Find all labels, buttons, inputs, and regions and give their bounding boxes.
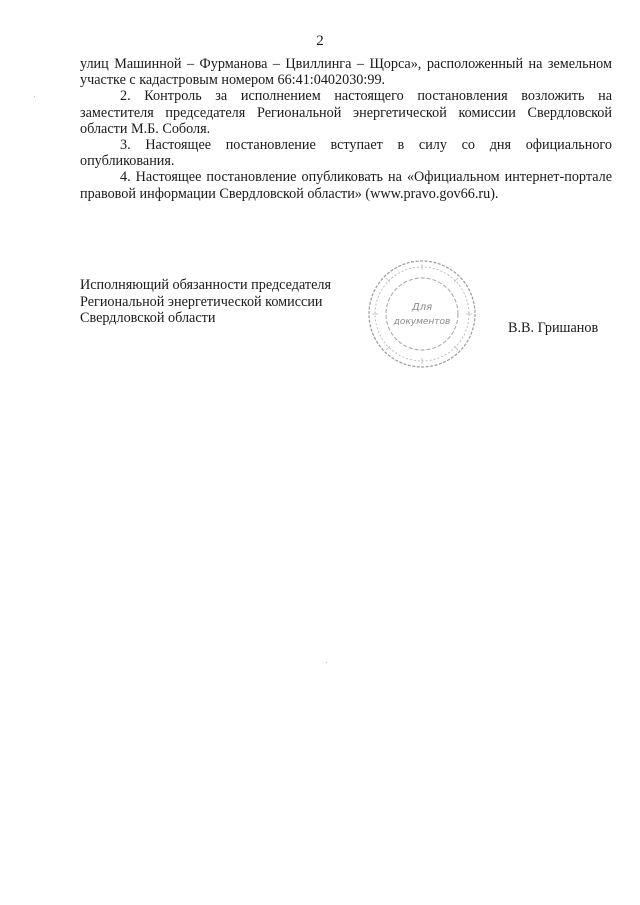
page-number: 2 (316, 33, 324, 49)
signature-title-line-1: Исполняющий обязанности председателя (80, 277, 331, 293)
body-text (80, 56, 612, 202)
scan-speck (34, 96, 35, 97)
signature-title-line-2: Региональной энергетической комиссии (80, 293, 323, 310)
stamp-text-line-2: документов (393, 317, 451, 327)
official-stamp (366, 258, 478, 370)
signer-name: В.В. Гришанов (508, 320, 599, 336)
paragraph-continuation: улиц Машинной – Фурманова – Цвиллинга – Щорса», расположенный на земельном участке с кадастровым номером 66:41:0402030:99. (80, 56, 612, 89)
stamp-text-line-1: Для (411, 302, 433, 313)
scan-speck (326, 662, 327, 663)
signature-title (80, 277, 360, 327)
paragraph-4: 4. Настоящее постановление опубликовать на «Официальном интернет-портале правовой информации Свердловской области» (www.pravo.gov66.ru). (80, 169, 612, 202)
paragraph-2: 2. Контроль за исполнением настоящего постановления возложить на заместителя председателя Региональной энергетической комиссии Свердловской области М.Б. Соболя. (80, 88, 612, 137)
signature-title-line-3: Свердловской области (80, 310, 216, 326)
paragraph-3: 3. Настоящее постановление вступает в силу со дня официального опубликования. (80, 137, 612, 170)
